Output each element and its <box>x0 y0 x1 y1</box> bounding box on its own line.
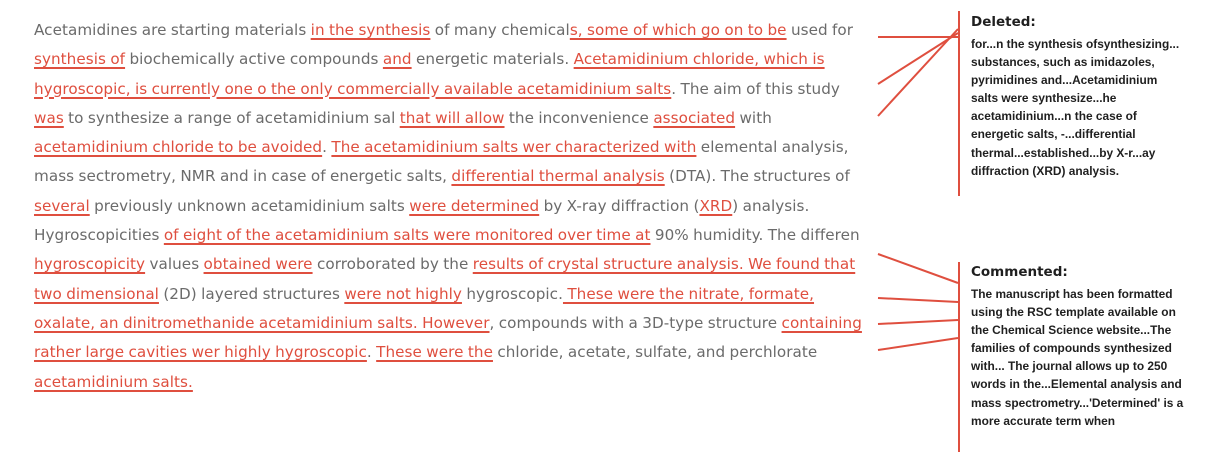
commented-leader-line <box>878 298 958 302</box>
body-text: values <box>145 255 204 274</box>
inserted-text: synthesis of <box>34 50 126 69</box>
inserted-text: were determined <box>409 196 540 215</box>
inserted-text: differential thermal analysis <box>451 167 665 186</box>
body-text: hygroscopic. <box>461 284 563 303</box>
body-text: , compounds with a 3D-type structure <box>489 313 782 332</box>
deleted-leader-line <box>878 29 958 116</box>
inserted-text: and <box>382 50 412 69</box>
body-text: previously unknown acetamidinium salts <box>89 196 410 215</box>
body-text: biochemically active compounds <box>125 50 383 69</box>
body-text: energetic materials. <box>411 50 574 69</box>
inserted-text: acetamidinium salts. <box>34 372 193 391</box>
inserted-text: was <box>34 108 64 127</box>
body-text: chloride, acetate, sulfate, and perchlorate <box>492 343 818 362</box>
deleted-annotation-bar <box>958 11 960 196</box>
inserted-text: hygroscopicity <box>34 255 146 274</box>
commented-leader-line <box>878 320 958 324</box>
commented-leader-line <box>878 338 958 350</box>
inserted-text: acetamidinium chloride to be avoided <box>34 138 323 157</box>
inserted-text: The acetamidinium salts wer characterized with <box>331 138 697 157</box>
inserted-text: that will allow <box>399 108 505 127</box>
body-text: elemental analysis, mass sectrometry, NMR and in case of energetic salts, <box>34 138 849 186</box>
inserted-text: were not highly <box>344 284 462 303</box>
commented-leader-line <box>878 254 958 283</box>
body-text: . The aim of this study <box>671 79 840 98</box>
inserted-text: associated <box>653 108 736 127</box>
inserted-text: of eight of the acetamidinium salts were monitored over time at <box>163 226 651 245</box>
inserted-text: obtained were <box>203 255 313 274</box>
inserted-text: several <box>34 196 90 215</box>
deleted-annotation-title: Deleted: <box>971 14 1036 30</box>
inserted-text: results of crystal structure analysis. We found that two dimensional <box>34 255 856 303</box>
commented-annotation-title[interactable]: Commented: <box>971 264 1068 280</box>
body-text: of many chemical <box>430 21 570 39</box>
body-text: (DTA). The structures of <box>664 167 850 186</box>
inserted-text: Acetamidinium chloride, which is hygroscopic, is currently one o the only commercially available acetamidinium salts <box>34 50 825 98</box>
inserted-text: XRD <box>699 196 733 215</box>
inserted-text: containing rather large cavities wer highly hygroscopic <box>34 313 862 362</box>
body-text: Acetamidines are starting materials <box>34 21 311 39</box>
inserted-text: These were the nitrate, formate, oxalate, an dinitromethanide acetamidinium salts. However <box>34 284 815 332</box>
body-text: ) analysis. Hygroscopicities <box>34 196 810 245</box>
commented-annotation-bar <box>958 262 960 452</box>
deleted-annotation-body: for...n the synthesis ofsynthesizing... substances, such as imidazoles, pyrimidines and...Acetamidinium salts were synthesize...he acetamidinium...n the case of energetic salts, -...differential thermal...established...by X-r...ay diffraction (XRD) analysis. <box>971 37 1180 178</box>
inserted-text: s, some of which go on to be <box>569 21 787 39</box>
body-text: . <box>322 138 332 157</box>
body-text: used for <box>786 21 854 39</box>
body-text: corroborated by the <box>312 255 473 274</box>
inserted-text: These were the <box>376 343 493 362</box>
inserted-text: in the synthesis <box>310 21 431 39</box>
body-text: with <box>735 108 772 127</box>
body-text: to synthesize a range of acetamidinium sal <box>63 108 400 127</box>
body-text: . <box>366 343 377 362</box>
body-text: (2D) layered structures <box>158 284 345 303</box>
body-text: 90% humidity. The differen <box>650 226 860 245</box>
commented-annotation-body: The manuscript has been formatted using the RSC template available on the Chemical Science website...The families of compounds synthesized with... The journal allows up to 250 words in the...Elemental analysis and mass spectrometry...'Determined' is a more accurate term when <box>971 287 1184 428</box>
body-text: the inconvenience <box>504 108 654 127</box>
body-text: by X-ray diffraction ( <box>539 196 700 215</box>
